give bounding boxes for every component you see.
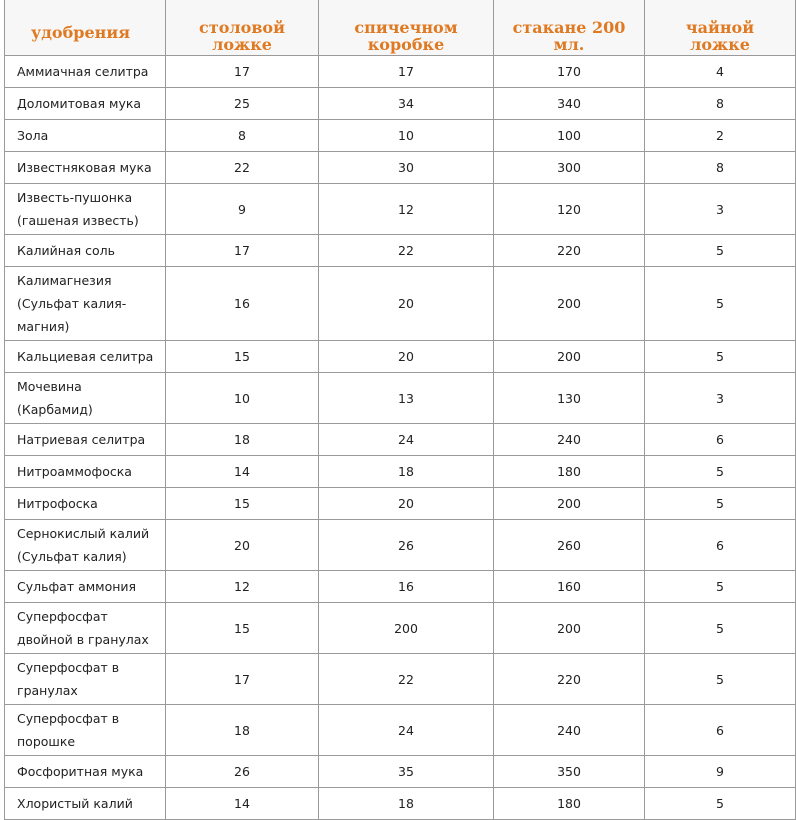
fertilizer-name-cell: Зола <box>5 120 166 152</box>
fertilizer-name-cell: Фосфоритная мука <box>5 756 166 788</box>
teaspoon-value-cell: 9 <box>645 756 796 788</box>
glass-value-cell: 350 <box>494 756 645 788</box>
teaspoon-value-cell: 5 <box>645 235 796 267</box>
teaspoon-value-cell: 6 <box>645 520 796 571</box>
glass-value-cell: 170 <box>494 56 645 88</box>
teaspoon-value-cell: 5 <box>645 267 796 341</box>
glass-value-cell: 200 <box>494 603 645 654</box>
tablespoon-value-cell: 9 <box>166 184 319 235</box>
matchbox-value-cell: 26 <box>319 520 494 571</box>
table-row <box>5 341 796 373</box>
matchbox-value-cell: 18 <box>319 788 494 820</box>
table-row <box>5 152 796 184</box>
tablespoon-value-cell: 14 <box>166 456 319 488</box>
table-row <box>5 488 796 520</box>
header-line: столовой <box>199 18 285 37</box>
matchbox-value-cell: 24 <box>319 705 494 756</box>
table-row <box>5 520 796 571</box>
glass-value-cell: 220 <box>494 654 645 705</box>
header-line: удобрения <box>31 23 131 42</box>
fertilizer-name-cell: Аммиачная селитра <box>5 56 166 88</box>
matchbox-value-cell: 17 <box>319 56 494 88</box>
tablespoon-value-cell: 15 <box>166 603 319 654</box>
teaspoon-value-cell: 6 <box>645 424 796 456</box>
teaspoon-value-cell: 4 <box>645 56 796 88</box>
header-line: ложке <box>690 35 750 54</box>
glass-value-cell: 240 <box>494 705 645 756</box>
glass-value-cell: 340 <box>494 88 645 120</box>
tablespoon-value-cell: 25 <box>166 88 319 120</box>
fertilizer-name-cell: Калийная соль <box>5 235 166 267</box>
teaspoon-value-cell: 5 <box>645 788 796 820</box>
glass-value-cell: 300 <box>494 152 645 184</box>
header-line: стакане 200 <box>512 18 626 37</box>
glass-value-cell: 130 <box>494 373 645 424</box>
matchbox-value-cell: 16 <box>319 571 494 603</box>
glass-value-cell: 120 <box>494 184 645 235</box>
matchbox-value-cell: 13 <box>319 373 494 424</box>
matchbox-value-cell: 20 <box>319 267 494 341</box>
matchbox-value-cell: 24 <box>319 424 494 456</box>
tablespoon-value-cell: 18 <box>166 424 319 456</box>
teaspoon-value-cell: 5 <box>645 603 796 654</box>
tablespoon-value-cell: 8 <box>166 120 319 152</box>
fertilizer-name-cell: Калимагнезия (Сульфат калия-магния) <box>5 267 166 341</box>
table-row <box>5 373 796 424</box>
table-row <box>5 756 796 788</box>
fertilizer-name-cell: Нитрофоска <box>5 488 166 520</box>
tablespoon-value-cell: 22 <box>166 152 319 184</box>
table-row <box>5 456 796 488</box>
matchbox-value-cell: 35 <box>319 756 494 788</box>
fertilizer-name-cell: Доломитовая мука <box>5 88 166 120</box>
teaspoon-value-cell: 6 <box>645 705 796 756</box>
teaspoon-value-cell: 2 <box>645 120 796 152</box>
tablespoon-value-cell: 26 <box>166 756 319 788</box>
fertilizer-name-cell: Сульфат аммония <box>5 571 166 603</box>
header-tablespoon <box>166 0 319 56</box>
fertilizer-name-cell: Кальциевая селитра <box>5 341 166 373</box>
matchbox-value-cell: 10 <box>319 120 494 152</box>
table-body <box>5 56 796 820</box>
table-row <box>5 654 796 705</box>
fertilizer-name-cell: Мочевина (Карбамид) <box>5 373 166 424</box>
fertilizer-name-cell: Суперфосфат в порошке <box>5 705 166 756</box>
header-line: мл. <box>553 35 585 54</box>
fertilizer-name-cell: Известняковая мука <box>5 152 166 184</box>
matchbox-value-cell: 34 <box>319 88 494 120</box>
table-row <box>5 571 796 603</box>
teaspoon-value-cell: 5 <box>645 456 796 488</box>
glass-value-cell: 200 <box>494 267 645 341</box>
table-header-row <box>5 0 796 56</box>
matchbox-value-cell: 20 <box>319 488 494 520</box>
tablespoon-value-cell: 18 <box>166 705 319 756</box>
fertilizer-name-cell: Сернокислый калий (Сульфат калия) <box>5 520 166 571</box>
tablespoon-value-cell: 14 <box>166 788 319 820</box>
tablespoon-value-cell: 15 <box>166 341 319 373</box>
tablespoon-value-cell: 17 <box>166 235 319 267</box>
tablespoon-value-cell: 10 <box>166 373 319 424</box>
glass-value-cell: 100 <box>494 120 645 152</box>
table-row <box>5 603 796 654</box>
tablespoon-value-cell: 17 <box>166 56 319 88</box>
matchbox-value-cell: 200 <box>319 603 494 654</box>
tablespoon-value-cell: 20 <box>166 520 319 571</box>
fertilizer-name-cell: Натриевая селитра <box>5 424 166 456</box>
teaspoon-value-cell: 3 <box>645 184 796 235</box>
table-row <box>5 120 796 152</box>
teaspoon-value-cell: 5 <box>645 571 796 603</box>
glass-value-cell: 220 <box>494 235 645 267</box>
header-glass <box>494 0 645 56</box>
teaspoon-value-cell: 8 <box>645 88 796 120</box>
matchbox-value-cell: 18 <box>319 456 494 488</box>
header-teaspoon <box>645 0 796 56</box>
header-line: коробке <box>367 35 445 54</box>
glass-value-cell: 200 <box>494 488 645 520</box>
header-line: ложке <box>212 35 272 54</box>
teaspoon-value-cell: 5 <box>645 488 796 520</box>
glass-value-cell: 200 <box>494 341 645 373</box>
teaspoon-value-cell: 8 <box>645 152 796 184</box>
fertilizer-name-cell: Нитроаммофоска <box>5 456 166 488</box>
fertilizer-name-cell: Известь-пушонка (гашеная известь) <box>5 184 166 235</box>
tablespoon-value-cell: 15 <box>166 488 319 520</box>
table-row <box>5 424 796 456</box>
table-row <box>5 184 796 235</box>
tablespoon-value-cell: 16 <box>166 267 319 341</box>
fertilizer-name-cell: Суперфосфат двойной в гранулах <box>5 603 166 654</box>
matchbox-value-cell: 22 <box>319 235 494 267</box>
table-row <box>5 788 796 820</box>
teaspoon-value-cell: 3 <box>645 373 796 424</box>
glass-value-cell: 260 <box>494 520 645 571</box>
fertilizer-name-cell: Суперфосфат в гранулах <box>5 654 166 705</box>
matchbox-value-cell: 30 <box>319 152 494 184</box>
fertilizer-name-cell: Хлористый калий <box>5 788 166 820</box>
glass-value-cell: 180 <box>494 788 645 820</box>
table-row <box>5 56 796 88</box>
glass-value-cell: 240 <box>494 424 645 456</box>
header-matchbox <box>319 0 494 56</box>
matchbox-value-cell: 12 <box>319 184 494 235</box>
table-row <box>5 267 796 341</box>
table-row <box>5 88 796 120</box>
teaspoon-value-cell: 5 <box>645 654 796 705</box>
header-line: спичечном <box>354 18 458 37</box>
table-row <box>5 705 796 756</box>
glass-value-cell: 180 <box>494 456 645 488</box>
teaspoon-value-cell: 5 <box>645 341 796 373</box>
header-line: чайной <box>685 18 755 37</box>
matchbox-value-cell: 22 <box>319 654 494 705</box>
tablespoon-value-cell: 12 <box>166 571 319 603</box>
glass-value-cell: 160 <box>494 571 645 603</box>
table-row <box>5 235 796 267</box>
tablespoon-value-cell: 17 <box>166 654 319 705</box>
header-fertilizer <box>5 0 166 56</box>
fertilizer-weight-table <box>4 0 796 820</box>
matchbox-value-cell: 20 <box>319 341 494 373</box>
